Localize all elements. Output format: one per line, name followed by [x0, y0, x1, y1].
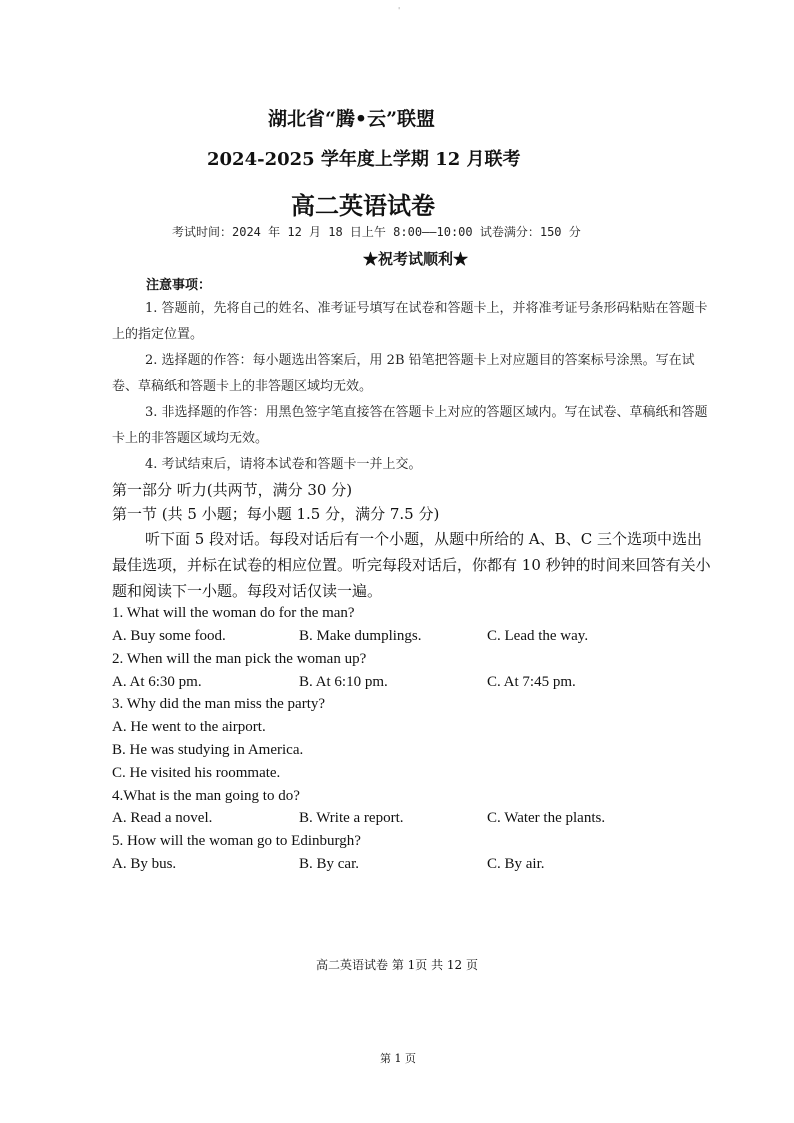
question-4-option-b: B. Write a report. [299, 810, 404, 826]
question-2-option-c: C. At 7:45 pm. [487, 674, 576, 690]
exam-title: 高二英语试卷 [291, 191, 435, 220]
running-footer: 高二英语试卷 第 1页 共 12 页 [316, 958, 478, 972]
question-4-option-a: A. Read a novel. [112, 810, 213, 826]
notice-item-1: 1. 答题前，先将自己的姓名、准考证号填写在试卷和答题卡上，并将准考证号条形码粘贴在答题卡上的指定位置。 [112, 301, 708, 342]
question-3-stem: 3. Why did the man miss the party? [112, 696, 326, 712]
question-5-option-b: B. By car. [299, 856, 359, 872]
notice-heading: 注意事项： [146, 278, 212, 293]
question-4-stem: 4.What is the man going to do? [112, 788, 300, 804]
question-1-stem: 1. What will the woman do for the man? [112, 605, 355, 621]
question-4-option-c: C. Water the plants. [487, 810, 606, 826]
notice-item-2: 2. 选择题的作答：每小题选出答案后，用 2B 铅笔把答题卡上对应题目的答案标号涂黑。写在试卷、草稿纸和答题卡上的非答题区域均无效。 [112, 353, 695, 394]
question-2-stem: 2. When will the man pick the woman up? [112, 651, 367, 667]
part-title: 第一部分 听力(共两节，满分 30 分) [112, 481, 353, 499]
question-1-option-a: A. Buy some food. [112, 628, 226, 644]
question-5-option-c: C. By air. [487, 856, 545, 872]
question-3-option-b: B. He was studying in America. [112, 742, 304, 758]
question-2-option-b: B. At 6:10 pm. [299, 674, 388, 690]
notice-item-4: 4. 考试结束后，请将本试卷和答题卡一并上交。 [145, 457, 422, 472]
notice-item-3: 3. 非选择题的作答：用黑色签字笔直接答在答题卡上对应的答题区域内。写在试卷、草稿纸和答题卡上的非答题区域均无效。 [112, 405, 708, 446]
good-luck-banner: ★祝考试顺利★ [363, 250, 469, 268]
top-tick-mark: ' [398, 6, 401, 15]
question-5-stem: 5. How will the woman go to Edinburgh? [112, 833, 361, 849]
question-1-option-b: B. Make dumplings. [299, 628, 422, 644]
question-3-option-a: A. He went to the airport. [112, 719, 266, 735]
exam-info: 考试时间：2024 年 12 月 18 日上午 8:00——10:00 试卷满分：150 分 [172, 225, 581, 239]
question-2-option-a: A. At 6:30 pm. [112, 674, 202, 690]
exam-session: 2024-2025 学年度上学期 12 月联考 [207, 149, 521, 170]
question-3-option-c: C. He visited his roommate. [112, 765, 281, 781]
question-1-option-c: C. Lead the way. [487, 628, 589, 644]
union-name: 湖北省“腾•云”联盟 [268, 108, 436, 130]
page-number: 第 1 页 [380, 1052, 416, 1065]
section-title: 第一节 (共 5 小题；每小题 1.5 分，满分 7.5 分) [112, 505, 440, 523]
question-5-option-a: A. By bus. [112, 856, 177, 872]
section-instruction: 听下面 5 段对话。每段对话后有一个小题，从题中所给的 A、B、C 三个选项中选出最佳选项，并标在试卷的相应位置。听完每段对话后，你都有 10 秒钟的时间来回答有关小题和阅读下一小题。每段对话仅读一遍。 [112, 530, 711, 600]
